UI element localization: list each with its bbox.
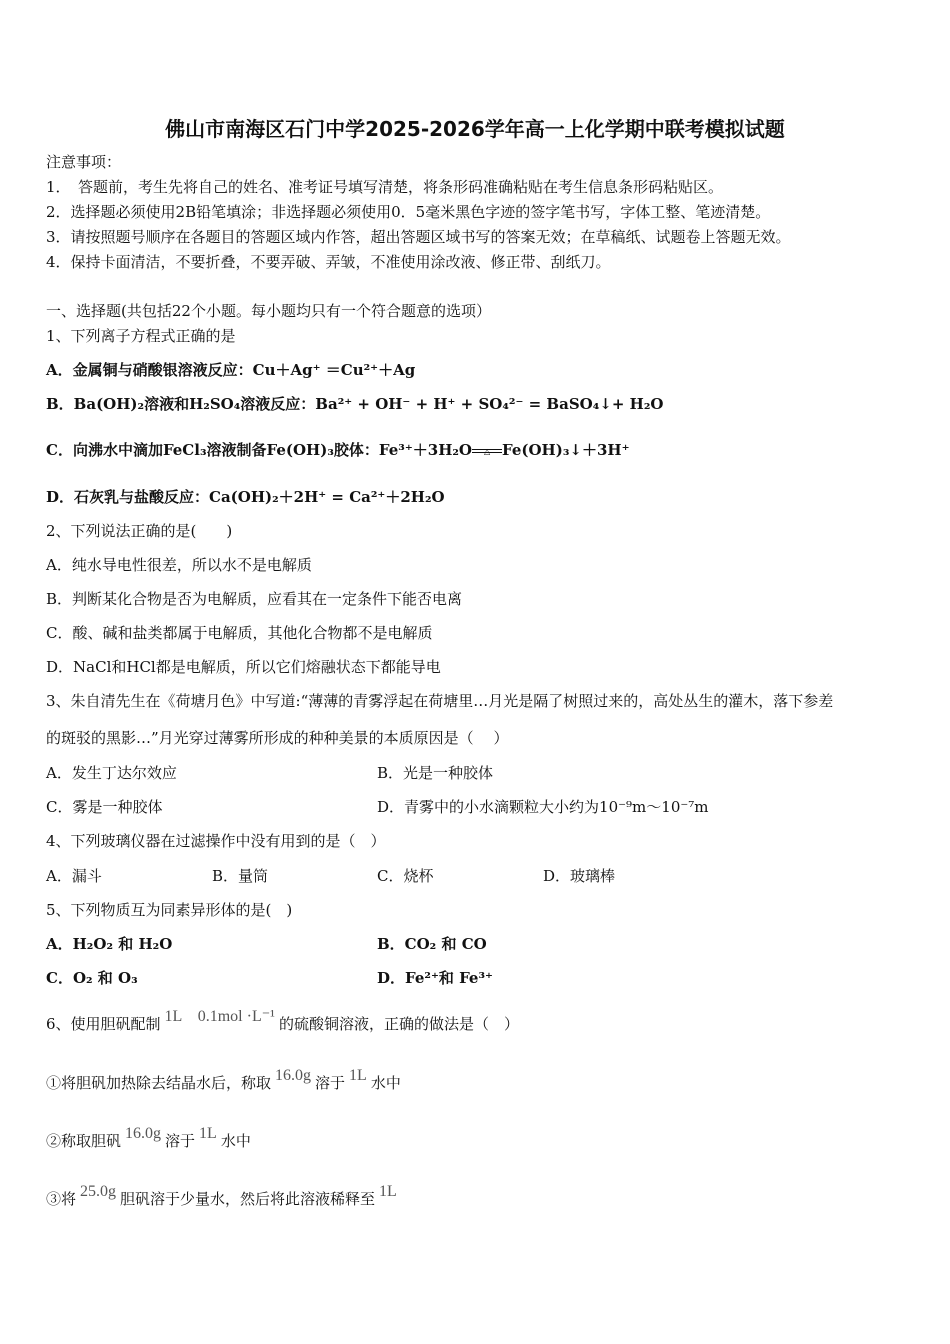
- q6-option-3-text-a: ③将: [46, 1190, 77, 1208]
- q3-option-a: A．发生丁达尔效应: [46, 764, 177, 782]
- page-title: 佛山市南海区石门中学2025-2026学年高一上化学期中联考模拟试题: [165, 117, 785, 141]
- q1-option-c-left: C．向沸水中滴加FeCl₃溶液制备Fe(OH)₃胶体：Fe³⁺＋3H₂O: [46, 441, 473, 459]
- q6-option-1-text-b: 溶于: [315, 1074, 346, 1092]
- q6-stem: [46, 1008, 519, 1035]
- q6-stem-right: 的硫酸铜溶液，正确的做法是（ ）: [278, 1015, 519, 1033]
- q6-option-1-volume: 1L: [349, 1067, 367, 1084]
- q4-option-c: C．烧杯: [377, 867, 434, 885]
- q4-option-d: D．玻璃棒: [543, 867, 616, 885]
- q3-option-b: B．光是一种胶体: [377, 764, 494, 782]
- q3-options-row-2: [46, 797, 906, 817]
- section-heading: 一、选择题(共包括22个小题。每小题均只有一个符合题意的选项）: [46, 302, 491, 320]
- q5-option-a: A．H₂O₂ 和 H₂O: [46, 935, 173, 953]
- q5-option-d: D．Fe²⁺和 Fe³⁺: [377, 969, 493, 987]
- notice-item-1: 1． 答题前，考生先将自己的姓名、准考证号填写清楚，将条形码准确粘贴在考生信息条形码粘贴区。: [46, 178, 724, 196]
- q6-option-3-volume: 1L: [379, 1183, 397, 1200]
- q1-option-c-right: Fe(OH)₃↓＋3H⁺: [502, 441, 630, 459]
- q3-options-row-1: [46, 763, 906, 783]
- q5-options-row-2: [46, 968, 906, 988]
- q4-options-row: [46, 866, 906, 886]
- q3-option-c: C．雾是一种胶体: [46, 798, 163, 816]
- notice-item-2: 2．选择题必须使用2B铅笔填涂；非选择题必须使用0．5毫米黑色字迹的签字笔书写，字体工整、笔迹清楚。: [46, 203, 771, 221]
- notice-item-3: 3．请按照题号顺序在各题目的答题区域内作答，超出答题区域书写的答案无效；在草稿纸、试题卷上答题无效。: [46, 228, 791, 246]
- q1-option-d: D．石灰乳与盐酸反应：Ca(OH)₂＋2H⁺ = Ca²⁺＋2H₂O: [46, 488, 445, 506]
- q6-option-2-text-b: 溶于: [165, 1132, 196, 1150]
- q6-option-2-text-a: ②称取胆矾: [46, 1132, 122, 1150]
- q1-option-b: B．Ba(OH)₂溶液和H₂SO₄溶液反应：Ba²⁺ + OH⁻ + H⁺ + SO₄²⁻ = BaSO₄↓+ H₂O: [46, 395, 664, 413]
- notice-heading: 注意事项：: [46, 153, 122, 171]
- q4-option-a: A．漏斗: [46, 867, 102, 885]
- q5-option-b: B．CO₂ 和 CO: [377, 935, 487, 953]
- q1-stem: 1、下列离子方程式正确的是: [46, 327, 236, 345]
- q3-stem-line-2: 的斑驳的黑影…”月光穿过薄雾所形成的种种美景的本质原因是（ ）: [46, 729, 509, 747]
- q6-option-3-text-b: 胆矾溶于少量水，然后将此溶液稀释至: [120, 1190, 376, 1208]
- q4-stem: 4、下列玻璃仪器在过滤操作中没有用到的是（ ）: [46, 832, 386, 850]
- q5-option-c: C．O₂ 和 O₃: [46, 969, 138, 987]
- q2-stem: 2、下列说法正确的是( ): [46, 522, 233, 540]
- q3-option-d: D．青雾中的小水滴颗粒大小约为10⁻⁹m～10⁻⁷m: [377, 798, 709, 816]
- q6-option-1: [46, 1067, 401, 1094]
- q6-stem-left: 6、使用胆矾配制: [46, 1015, 161, 1033]
- q2-option-b: B．判断某化合物是否为电解质，应看其在一定条件下能否电离: [46, 590, 463, 608]
- q6-option-1-text-a: ①将胆矾加热除去结晶水后，称取: [46, 1074, 272, 1092]
- q6-option-1-mass: 16.0g: [275, 1067, 312, 1084]
- q6-option-2-volume: 1L: [199, 1125, 217, 1142]
- q1-option-a: A．金属铜与硝酸银溶液反应：Cu＋Ag⁺ ＝Cu²⁺＋Ag: [46, 361, 416, 379]
- q6-option-1-text-c: 水中: [370, 1074, 401, 1092]
- q6-option-2-mass: 16.0g: [125, 1125, 162, 1142]
- q1-option-c: [46, 440, 630, 460]
- q2-option-a: A．纯水导电性很差，所以水不是电解质: [46, 556, 312, 574]
- q4-option-b: B．量筒: [212, 867, 269, 885]
- q6-concentration-math: 1L 0.1mol ·L⁻¹: [164, 1008, 275, 1025]
- q6-option-3: [46, 1183, 401, 1210]
- notice-item-4: 4．保持卡面清洁，不要折叠，不要弄破、弄皱，不准使用涂改液、修正带、刮纸刀。: [46, 253, 611, 271]
- q6-option-3-mass: 25.0g: [80, 1183, 117, 1200]
- q5-stem: 5、下列物质互为同素异形体的是( ): [46, 901, 293, 919]
- q5-options-row-1: [46, 934, 906, 954]
- q2-option-d: D．NaCl和HCl都是电解质，所以它们熔融状态下都能导电: [46, 658, 441, 676]
- heat-triangle: △: [483, 446, 491, 456]
- q6-option-2: [46, 1125, 251, 1152]
- q2-option-c: C．酸、碱和盐类都属于电解质，其他化合物都不是电解质: [46, 624, 433, 642]
- q6-option-2-text-c: 水中: [220, 1132, 251, 1150]
- q3-stem-line-1: 3、朱自清先生在《荷塘月色》中写道:“薄薄的青雾浮起在荷塘里…月光是隔了树照过来的，高处丛生的灌木，落下参差: [46, 692, 834, 710]
